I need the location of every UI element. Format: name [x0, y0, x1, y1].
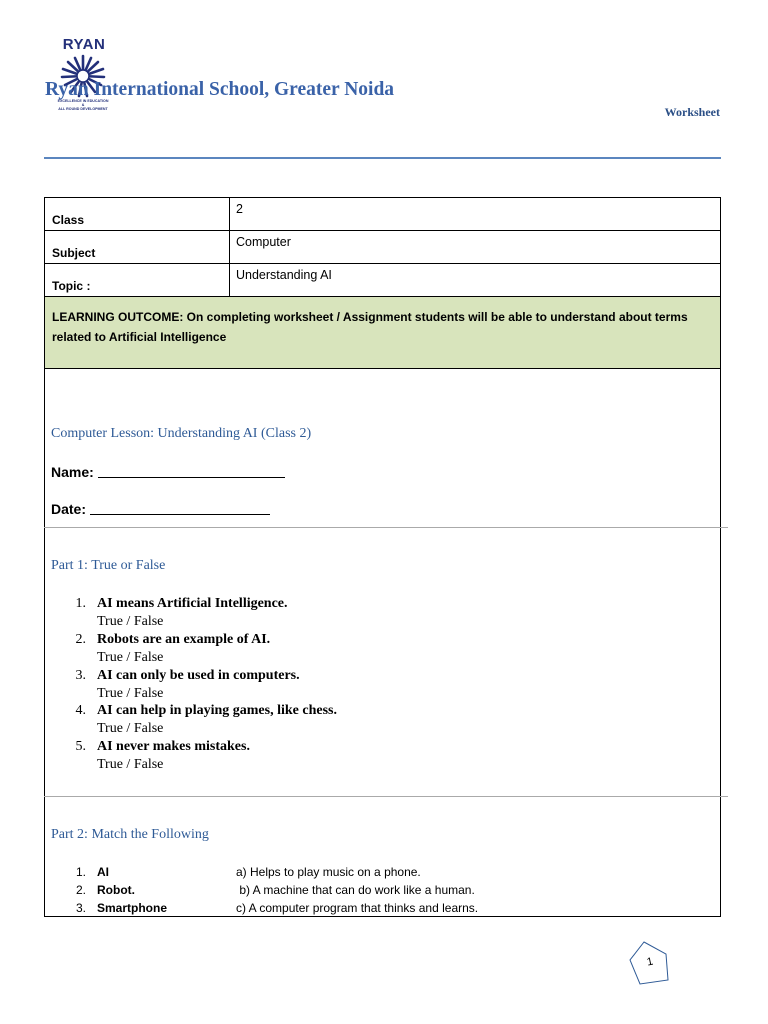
topic-row	[45, 264, 720, 297]
worksheet-table	[44, 197, 721, 917]
logo-tagline: EXCELLENCE IN EDUCATION & ALL ROUND DEVELOPMENT	[57, 99, 109, 112]
column-divider	[229, 264, 230, 296]
date-label: Date:	[51, 501, 90, 517]
subject-label: Subject	[52, 246, 96, 260]
match-term: Smartphone	[97, 901, 168, 915]
topic-label: Topic :	[52, 279, 91, 293]
page-number-badge	[628, 940, 672, 988]
subject-value: Computer	[236, 235, 291, 249]
question-text: Robots are an example of AI.	[97, 631, 271, 647]
answer-options[interactable]: True / False	[97, 685, 164, 701]
part2-title: Part 2: Match the Following	[51, 827, 209, 842]
subject-row	[45, 231, 720, 264]
header-divider	[44, 157, 721, 159]
question-text: AI never makes mistakes.	[97, 739, 250, 755]
learning-outcome-text: LEARNING OUTCOME: On completing worksheet / Assignment students will be able to understand about terms related to Artificial Intelligence	[52, 310, 688, 344]
learning-outcome	[45, 297, 720, 369]
section-divider	[44, 527, 728, 528]
page-number: 1	[645, 955, 655, 969]
part1-title: Part 1: True or False	[51, 558, 166, 573]
school-name: Ryan International School, Greater Noida	[45, 79, 395, 100]
class-value: 2	[236, 202, 243, 216]
name-field[interactable]	[51, 463, 285, 480]
match-definition: c) A computer program that thinks and learns.	[236, 901, 479, 915]
match-definition: b) A machine that can do work like a human.	[236, 883, 475, 897]
match-definition: a) Helps to play music on a phone.	[236, 865, 421, 879]
question-text: AI can help in playing games, like chess.	[97, 703, 337, 719]
school-logo	[48, 36, 120, 120]
column-divider	[229, 198, 230, 230]
date-field[interactable]	[51, 500, 270, 517]
section-divider	[44, 796, 728, 797]
answer-options[interactable]: True / False	[97, 721, 164, 737]
date-blank[interactable]	[90, 500, 270, 515]
answer-options[interactable]: True / False	[97, 614, 164, 629]
answer-options[interactable]: True / False	[97, 649, 164, 665]
document-type-label: Worksheet	[664, 105, 720, 119]
question-text: AI can only be used in computers.	[97, 667, 300, 683]
lesson-title: Computer Lesson: Understanding AI (Class 2)	[51, 426, 312, 441]
name-blank[interactable]	[98, 463, 285, 478]
answer-options[interactable]: True / False	[97, 757, 164, 773]
column-divider	[229, 231, 230, 263]
class-label: Class	[52, 213, 85, 227]
name-label: Name:	[51, 464, 98, 480]
match-term: AI	[97, 865, 109, 879]
logo-wordmark: RYAN	[62, 36, 106, 53]
question-text: AI means Artificial Intelligence.	[97, 596, 288, 611]
match-term: Robot.	[97, 883, 135, 897]
class-row	[45, 198, 720, 231]
topic-value: Understanding AI	[236, 268, 332, 282]
